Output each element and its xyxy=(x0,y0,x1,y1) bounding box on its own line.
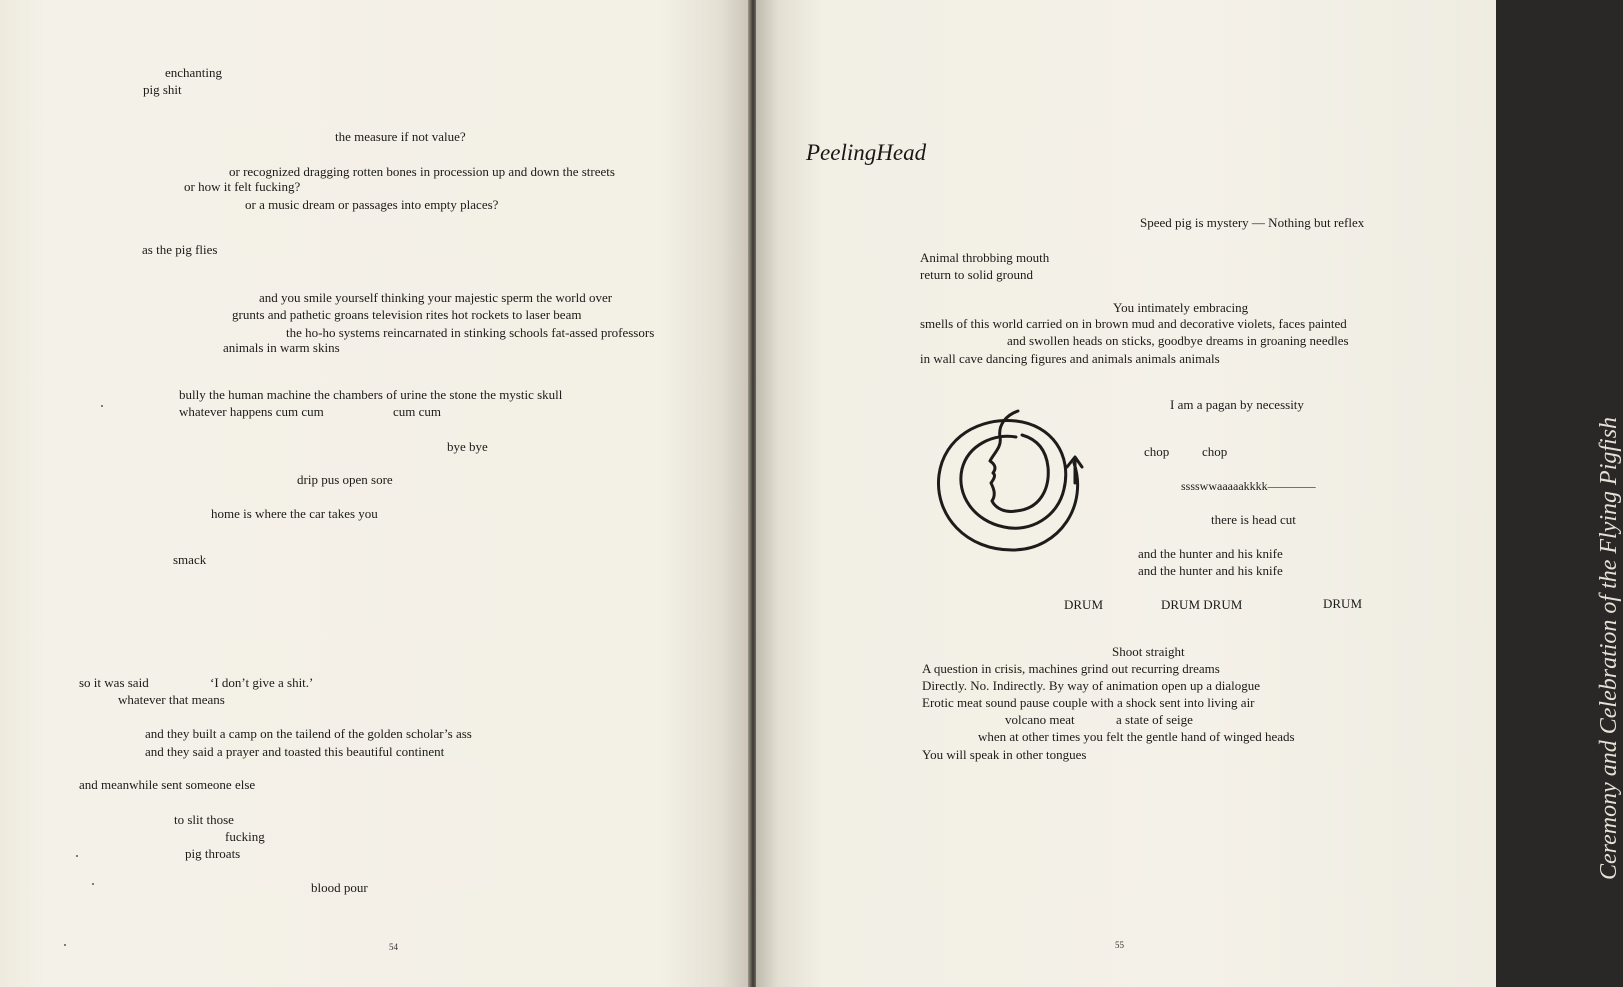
poem-line: when at other times you felt the gentle hand of winged heads xyxy=(978,729,1295,744)
right-page xyxy=(756,0,1622,987)
poem-line: You intimately embracing xyxy=(1113,300,1249,315)
poem-line: chop xyxy=(1144,444,1170,459)
poem-line: DRUM xyxy=(1064,597,1104,612)
poem-line: Animal throbbing mouth xyxy=(920,250,1050,265)
poem-line: and they said a prayer and toasted this beautiful continent xyxy=(145,744,445,759)
poem-line: to slit those xyxy=(174,812,234,827)
poem-line: fucking xyxy=(225,829,265,844)
poem-line: Erotic meat sound pause couple with a shock sent into living air xyxy=(922,695,1255,710)
page-number: 55 xyxy=(1115,940,1124,950)
poem-line: sssswwaaaaakkkk———— xyxy=(1181,479,1316,493)
ink-speck xyxy=(64,944,66,946)
poem-line: ‘I don’t give a shit.’ xyxy=(210,675,314,690)
poem-line: Directly. No. Indirectly. By way of animation open up a dialogue xyxy=(922,678,1261,693)
poem-line: and the hunter and his knife xyxy=(1138,563,1283,578)
ink-speck xyxy=(101,405,103,407)
poem-line: You will speak in other tongues xyxy=(922,747,1087,762)
poem-line: chop xyxy=(1202,444,1228,459)
page-number: 54 xyxy=(389,942,398,952)
poem-line: the ho-ho systems reincarnated in stinking schools fat-assed professors xyxy=(286,325,655,340)
poem-line: whatever happens cum cum xyxy=(179,404,324,419)
left-page xyxy=(0,0,750,987)
poem-line: there is head cut xyxy=(1211,512,1296,527)
poem-line: drip pus open sore xyxy=(297,472,393,487)
poem-line: enchanting xyxy=(165,65,223,80)
poem-line: animals in warm skins xyxy=(223,340,340,355)
poem-line: I am a pagan by necessity xyxy=(1170,397,1304,412)
poem-line: Speed pig is mystery — Nothing but reflex xyxy=(1140,215,1365,230)
ink-speck xyxy=(92,883,94,885)
poem-line: or a music dream or passages into empty places? xyxy=(245,197,499,212)
poem-line: Shoot straight xyxy=(1112,644,1185,659)
poem-line: bye bye xyxy=(447,439,488,454)
head-outline xyxy=(1016,435,1048,511)
poem-line: smack xyxy=(173,552,207,567)
poem-line: so it was said xyxy=(79,675,149,690)
poem-line: DRUM DRUM xyxy=(1161,597,1243,612)
poem-line: A question in crisis, machines grind out recurring dreams xyxy=(922,661,1220,676)
poem-line: and meanwhile sent someone else xyxy=(79,777,256,792)
poem-line: and they built a camp on the tailend of the golden scholar’s ass xyxy=(145,726,472,741)
poem-line: DRUM xyxy=(1323,596,1363,611)
poem-line: whatever that means xyxy=(118,692,225,707)
spiral-stroke xyxy=(938,420,1077,550)
poem-line: and you smile yourself thinking your majestic sperm the world over xyxy=(259,290,613,305)
poem-line: as the pig flies xyxy=(142,242,218,257)
poem-line: pig shit xyxy=(143,82,182,97)
poem-line: volcano meat xyxy=(1005,712,1075,727)
poem-line: and swollen heads on sticks, goodbye dreams in groaning needles xyxy=(1007,333,1349,348)
poem-line: and the hunter and his knife xyxy=(1138,546,1283,561)
poem-title: PeelingHead xyxy=(806,140,927,165)
poem-line: a state of seige xyxy=(1116,712,1193,727)
poem-line: blood pour xyxy=(311,880,368,895)
ink-speck xyxy=(76,855,78,857)
poem-line: the measure if not value? xyxy=(335,129,466,144)
poem-line: home is where the car takes you xyxy=(211,506,378,521)
poem-line: return to solid ground xyxy=(920,267,1034,282)
poem-line: grunts and pathetic groans television rites hot rockets to laser beam xyxy=(232,307,582,322)
poem-line: cum cum xyxy=(393,404,442,419)
poem-line: bully the human machine the chambers of urine the stone the mystic skull xyxy=(179,387,563,402)
poem-line: smells of this world carried on in brown mud and decorative violets, faces painted xyxy=(920,316,1347,331)
poem-line: or recognized dragging rotten bones in procession up and down the streets xyxy=(229,164,615,179)
bleed-through-text: Ceremony and Celebration of the Flying Pigfish xyxy=(1596,416,1622,880)
face-profile xyxy=(990,411,1018,512)
poem-line: or how it felt fucking? xyxy=(184,179,301,194)
poem-line: in wall cave dancing figures and animals animals animals xyxy=(920,351,1220,366)
spiral-head-drawing xyxy=(936,405,1096,557)
poem-line: pig throats xyxy=(185,846,241,861)
